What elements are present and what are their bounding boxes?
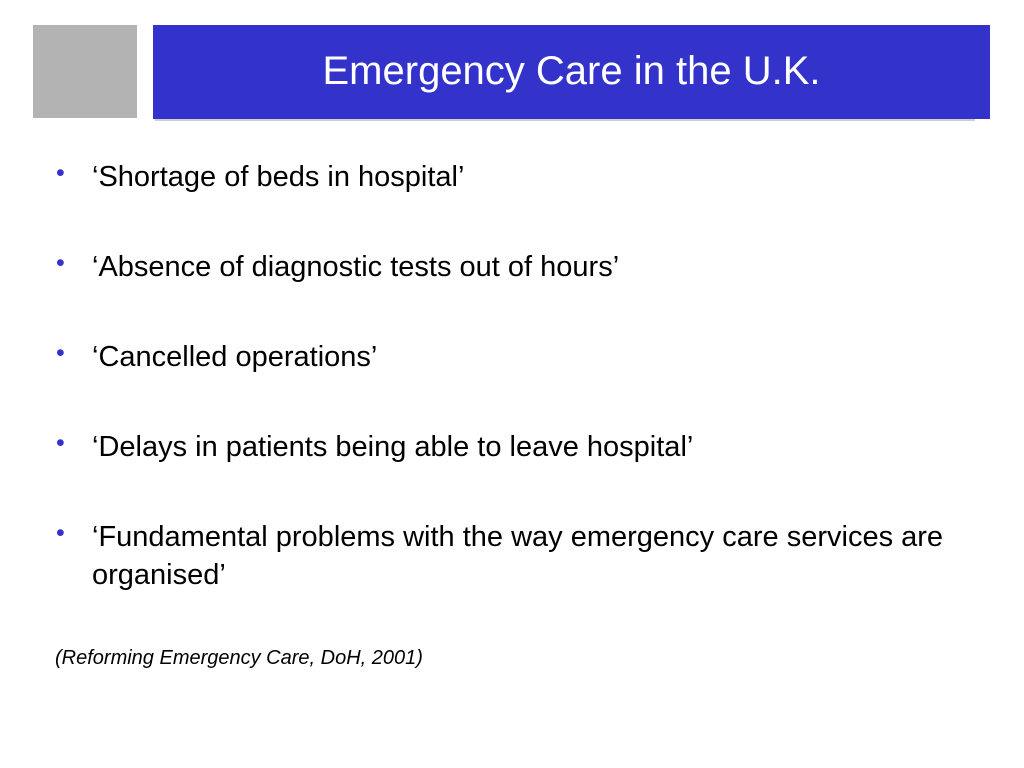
bullet-list [54,158,984,594]
bullet-item [54,518,984,594]
bullet-item [54,428,984,466]
bullet-text: ‘Delays in patients being able to leave hospital’ [92,431,694,463]
bullet-item [54,158,984,196]
bullet-icon: • [56,159,65,187]
bullet-item [54,338,984,376]
decorative-gray-block [33,25,137,118]
bullet-icon: • [56,339,65,367]
bullet-text: ‘Shortage of beds in hospital’ [92,161,465,193]
bullet-icon: • [56,519,65,547]
citation: (Reforming Emergency Care, DoH, 2001) [55,647,423,669]
bullet-icon: • [56,429,65,457]
bullet-text: ‘Fundamental problems with the way emergency care services are organised’ [92,521,944,591]
bullet-item [54,248,984,286]
bullet-text: ‘Absence of diagnostic tests out of hours’ [92,251,620,283]
bullet-icon: • [56,249,65,277]
slide-title: Emergency Care in the U.K. [322,49,821,93]
bullet-text: ‘Cancelled operations’ [92,341,378,373]
